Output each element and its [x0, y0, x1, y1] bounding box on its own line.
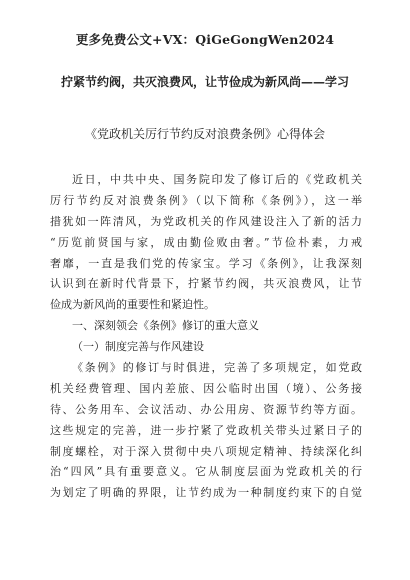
- body-text-line: 待、公务用车、会议活动、办公用房、资源节约等方面。: [50, 402, 362, 416]
- body-text-line: “历览前贤国与家，成由勤俭败由奢。”节俭朴素，力戒: [50, 235, 362, 249]
- watermark-header: 更多免费公文+VX：QiGeGongWen2024: [75, 32, 335, 47]
- body-text-line: 措犹如一阵清风，为党政机关的作风建设注入了新的活力: [50, 214, 362, 228]
- body-text-line: 《条例》的修订与时俱进，完善了多项规定，如党政: [72, 361, 362, 375]
- body-text-line: 奢靡，一直是我们党的传家宝。学习《条例》，让我深刻: [50, 256, 362, 270]
- body-text-line: 为划定了明确的界限，让节约成为一种制度约束下的自觉: [50, 486, 362, 500]
- body-text-line: 认识到在新时代背景下，拧紧节约阀，共灭浪费风，让节: [50, 277, 362, 291]
- body-text-line: 这些规定的完善，进一步拧紧了党政机关带头过紧日子的: [50, 423, 362, 437]
- body-text-line: 制度螺栓，对于深入贯彻中央八项规定精神、持续深化纠: [50, 444, 362, 458]
- body-text-line: 近日，中共中央、国务院印发了修订后的《党政机关: [72, 173, 362, 186]
- section-heading: （一）制度完善与作风建设: [72, 340, 204, 354]
- document-body: [50, 170, 362, 504]
- body-text-line: 俭成为新风尚的重要性和紧迫性。: [50, 298, 215, 312]
- body-text-line: 厉行节约反对浪费条例》（以下简称《条例》），这一举: [50, 193, 362, 207]
- body-text-line: 治“四风”具有重要意义。它从制度层面为党政机关的行: [50, 465, 362, 479]
- body-text-line: 机关经费管理、国内差旅、因公临时出国（境）、公务接: [50, 381, 362, 395]
- document-title: 《党政机关厉行节约反对浪费条例》心得体会: [84, 127, 325, 141]
- section-heading: 一、深刻领会《条例》修订的重大意义: [72, 319, 259, 333]
- document-subtitle: 拧紧节约阀，共灭浪费风，让节俭成为新风尚——学习: [60, 75, 349, 89]
